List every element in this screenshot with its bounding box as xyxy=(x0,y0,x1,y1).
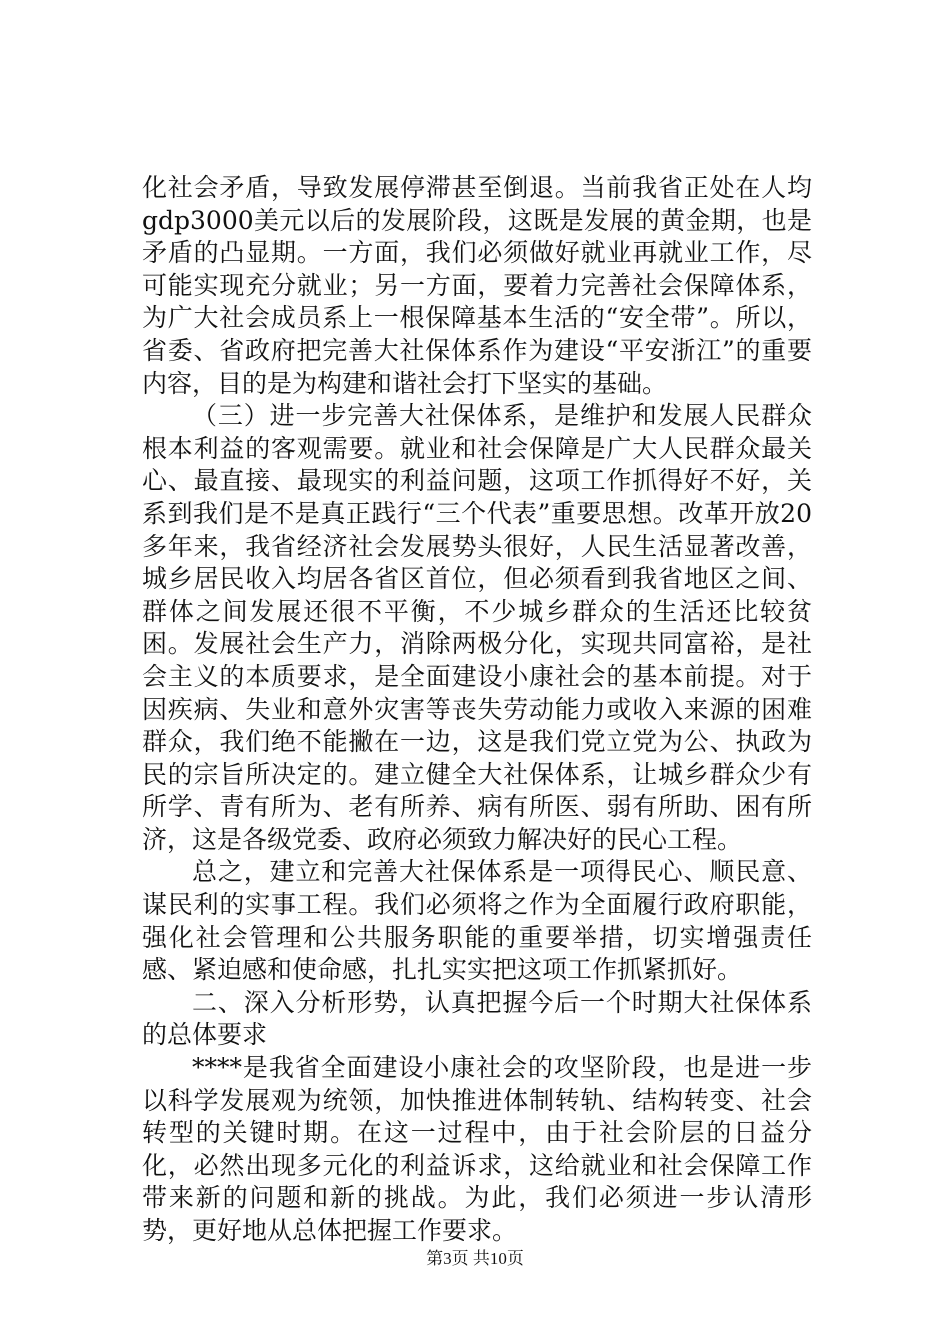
document-body xyxy=(142,172,812,1248)
paragraph-continuation: 化社会矛盾，导致发展停滞甚至倒退。当前我省正处在人均gdp3000美元以后的发展阶段，这既是发展的黄金期，也是矛盾的凸显期。一方面，我们必须做好就业再就业工作，尽可能实现充分就业；另一方面，要着力完善社会保障体系，为广大社会成员系上一根保障基本生活的“安全带”。所以，省委、省政府把完善大社保体系作为建设“平安浙江”的重要内容，目的是为构建和谐社会打下坚实的基础。 xyxy=(142,173,812,398)
paragraph-section-three: （三）进一步完善大社保体系，是维护和发展人民群众根本利益的客观需要。就业和社会保障是广大人民群众最关心、最直接、最现实的利益问题，这项工作抓得好不好，关系到我们是不是真正践行“三个代表”重要思想。改革开放20多年来，我省经济社会发展势头很好，人民生活显著改善，城乡居民收入均居各省区首位，但必须看到我省地区之间、群体之间发展还很不平衡，不少城乡群众的生活还比较贫困。发展社会生产力，消除两极分化，实现共同富裕，是社会主义的本质要求，是全面建设小康社会的基本前提。对于因疾病、失业和意外灾害等丧失劳动能力或收入来源的困难群众，我们绝不能撇在一边，这是我们党立党为公、执政为民的宗旨所决定的。建立健全大社保体系，让城乡群众少有所学、青有所为、老有所养、病有所医、弱有所助、困有所济，这是各级党委、政府必须致力解决好的民心工程。 xyxy=(142,401,812,854)
section-heading-two: 二、深入分析形势，认真把握今后一个时期大社保体系的总体要求 xyxy=(142,987,812,1050)
paragraph-summary: 总之，建立和完善大社保体系是一项得民心、顺民意、谋民利的实事工程。我们必须将之作为全面履行政府职能，强化社会管理和公共服务职能的重要举措，切实增强责任感、紧迫感和使命感，扎扎实实把这项工作抓紧抓好。 xyxy=(142,857,812,985)
paragraph-situation: ****是我省全面建设小康社会的攻坚阶段，也是进一步以科学发展观为统领，加快推进体制转轨、结构转变、社会转型的关键时期。在这一过程中，由于社会阶层的日益分化，必然出现多元化的利益诉求，这给就业和社会保障工作带来新的问题和新的挑战。为此，我们必须进一步认清形势，更好地从总体把握工作要求。 xyxy=(142,1053,812,1245)
page-number-footer: 第3页 共10页 xyxy=(426,1249,524,1268)
